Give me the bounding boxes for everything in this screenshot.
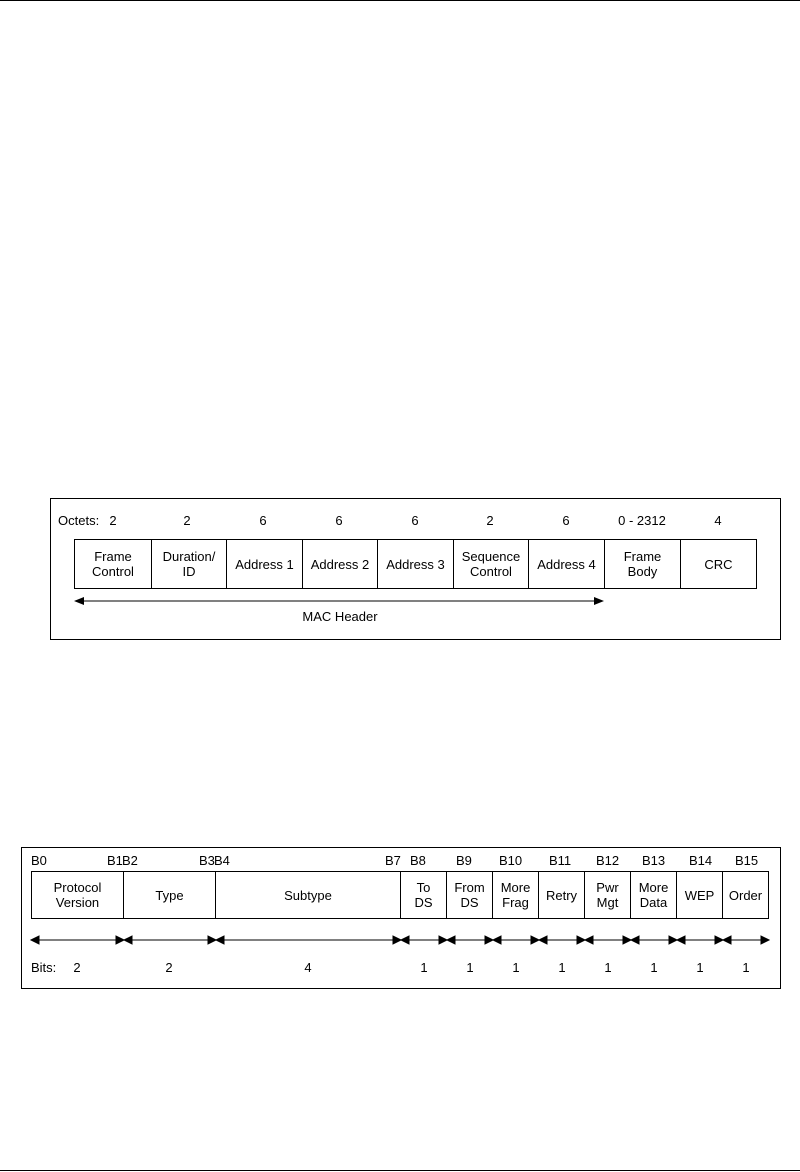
bit-position-label: B11 (549, 853, 572, 868)
octets-label: 6 (335, 513, 343, 528)
bitfield-type: Type (123, 871, 216, 919)
octets-prefix: Octets: (58, 513, 100, 528)
bit-position-label: B4 (214, 853, 230, 868)
octets-label: 4 (714, 513, 722, 528)
bit-position-label: B8 (410, 853, 426, 868)
field-address-4: Address 4 (528, 539, 605, 589)
bitfield-order: Order (722, 871, 769, 919)
octets-label: 2 (109, 513, 117, 528)
bit-count-label: 1 (650, 960, 658, 975)
bitfield-more-data: More Data (630, 871, 677, 919)
bitfield-wep: WEP (676, 871, 723, 919)
bit-count-label: 1 (604, 960, 612, 975)
bit-count-label: 1 (742, 960, 750, 975)
field-frame-body: Frame Body (604, 539, 681, 589)
bit-position-label: B3 (199, 853, 215, 868)
bit-position-label: B10 (499, 853, 523, 868)
octets-label: 2 (183, 513, 191, 528)
bit-count-label: 1 (696, 960, 704, 975)
bit-position-label: B13 (642, 853, 666, 868)
bit-position-label: B1 (107, 853, 123, 868)
octets-label: 0 - 2312 (618, 513, 666, 528)
bitfield-more-frag: More Frag (492, 871, 539, 919)
octets-label: 6 (259, 513, 267, 528)
field-sequence-control: Sequence Control (453, 539, 529, 589)
bit-count-label: 4 (304, 960, 312, 975)
bitfield-protocol-version: Protocol Version (31, 871, 124, 919)
bitfield-from-ds: From DS (446, 871, 493, 919)
octets-label: 6 (562, 513, 570, 528)
bit-position-label: B12 (596, 853, 620, 868)
field-address-1: Address 1 (226, 539, 303, 589)
bit-position-label: B7 (385, 853, 401, 868)
bit-position-label: B2 (122, 853, 138, 868)
bit-position-label: B14 (689, 853, 713, 868)
bit-position-label: B0 (31, 853, 47, 868)
bitfield-retry: Retry (538, 871, 585, 919)
octets-label: 6 (411, 513, 419, 528)
mac-header-label: MAC Header (302, 609, 378, 624)
bitfield-subtype: Subtype (215, 871, 401, 919)
bit-count-label: 2 (73, 960, 81, 975)
field-address-2: Address 2 (302, 539, 378, 589)
bit-count-label: 1 (558, 960, 566, 975)
bit-count-label: 2 (165, 960, 173, 975)
bit-position-label: B9 (456, 853, 472, 868)
bitfield-pwr-mgt: Pwr Mgt (584, 871, 631, 919)
octets-label: 2 (486, 513, 494, 528)
bit-position-label: B15 (735, 853, 759, 868)
field-duration-id: Duration/ ID (151, 539, 227, 589)
bit-count-label: 1 (512, 960, 520, 975)
bit-count-label: 1 (420, 960, 428, 975)
bits-prefix: Bits: (31, 960, 57, 975)
field-address-3: Address 3 (377, 539, 454, 589)
field-crc: CRC (680, 539, 757, 589)
bit-count-label: 1 (466, 960, 474, 975)
field-frame-control: Frame Control (74, 539, 152, 589)
bitfield-to-ds: To DS (400, 871, 447, 919)
